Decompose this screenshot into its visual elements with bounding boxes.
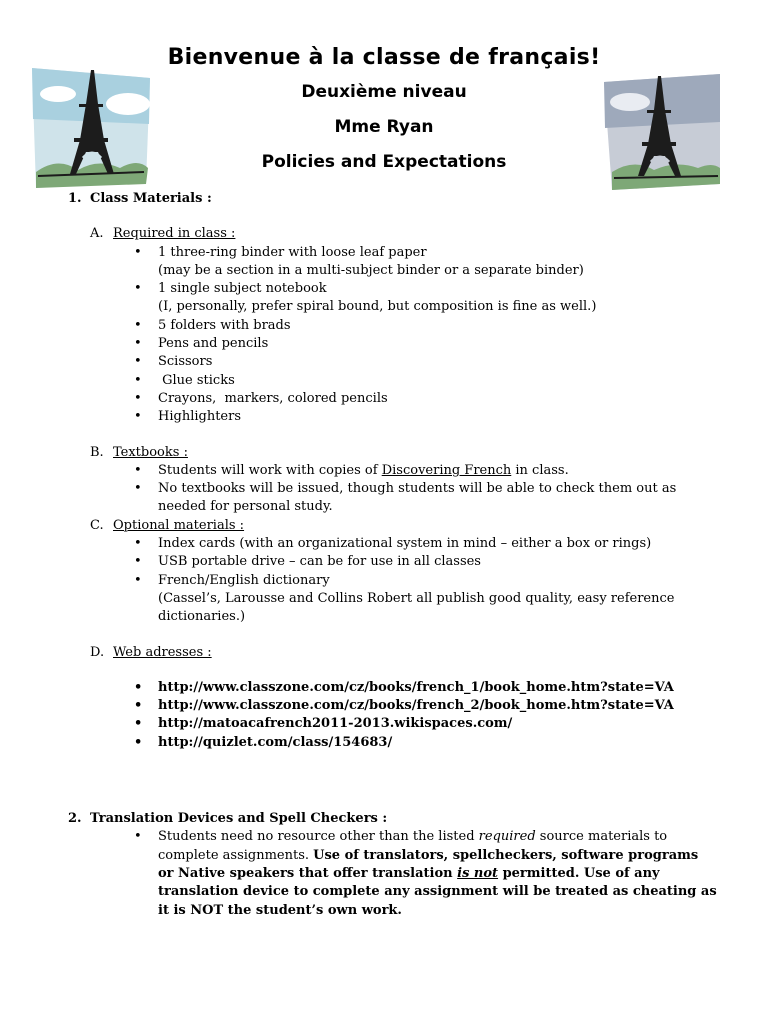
- page-title: Bienvenue à la classe de français!: [167, 45, 601, 70]
- translation-policy-list: [158, 828, 718, 919]
- web-link[interactable]: • http://matoacafrench2011-2013.wikispaces.com/: [158, 715, 718, 733]
- level-heading: Deuxième niveau: [301, 82, 467, 102]
- optional-materials-list: [158, 535, 718, 626]
- list-item: • Pens and pencils: [158, 335, 718, 353]
- subsection-letter: A.: [90, 226, 104, 242]
- title-block: [160, 40, 608, 180]
- section-translation-devices: [0, 810, 768, 828]
- subsection-letter: D.: [90, 644, 105, 660]
- list-item: • French/English dictionary (Cassel’s, Larousse and Collins Robert all publish good quality, easy reference dictionaries.): [158, 572, 718, 627]
- policy-paragraph: • Students need no resource other than the listed required source materials to complete assignments. Use of translators, spellcheckers, software programs or Native speakers that offer translation is not permitted. Use of any translation device to complete any assignment will be treated as cheating as it is NOT the student’s own work.: [158, 828, 718, 919]
- textbooks-list: [158, 462, 718, 517]
- list-item: • Glue sticks: [158, 372, 718, 390]
- subsection-title: Web adresses :: [113, 644, 212, 660]
- list-item: • Students will work with copies of Discovering French in class.: [158, 462, 718, 480]
- document-body: [0, 190, 768, 920]
- section-title: Translation Devices and Spell Checkers :: [90, 811, 388, 827]
- list-item: • Crayons, markers, colored pencils: [158, 390, 718, 408]
- required-materials-list: [158, 244, 718, 427]
- subsection-letter: B.: [90, 444, 104, 460]
- list-item: • Highlighters: [158, 408, 718, 426]
- list-item: • Scissors: [158, 353, 718, 371]
- section-number: 2.: [68, 811, 82, 827]
- textbook-title: Discovering French: [381, 462, 512, 478]
- subsection-textbooks: [0, 444, 768, 462]
- subsection-web-addresses: [0, 644, 768, 662]
- subsection-title: Required in class :: [113, 226, 236, 242]
- list-item: • 1 single subject notebook (I, personally, prefer spiral bound, but composition is fine as well.): [158, 280, 718, 317]
- section-title: Class Materials :: [90, 191, 212, 206]
- web-link[interactable]: • http://www.classzone.com/cz/books/french_1/book_home.htm?state=VA: [158, 679, 718, 697]
- subsection-letter: C.: [90, 517, 104, 533]
- subsection-title: Textbooks :: [113, 444, 188, 460]
- list-item: • USB portable drive – can be for use in all classes: [158, 553, 718, 571]
- subsection-title: Optional materials :: [113, 517, 245, 533]
- eiffel-tower-clipart-left: [28, 64, 154, 192]
- section-class-materials: [0, 190, 768, 208]
- web-link[interactable]: • http://quizlet.com/class/154683/: [158, 734, 718, 752]
- subsection-required: [0, 225, 768, 243]
- list-item: • Index cards (with an organizational system in mind – either a box or rings): [158, 535, 718, 553]
- list-item: • No textbooks will be issued, though students will be able to check them out as needed for personal study.: [158, 480, 718, 517]
- section-number: 1.: [68, 191, 82, 206]
- document-header: [0, 0, 768, 190]
- list-item: • 5 folders with brads: [158, 317, 718, 335]
- list-item: • 1 three-ring binder with loose leaf paper (may be a section in a multi-subject binder or a separate binder): [158, 244, 718, 281]
- subsection-optional: [0, 517, 768, 535]
- teacher-name: Mme Ryan: [334, 117, 434, 137]
- eiffel-tower-clipart-right: [602, 72, 722, 192]
- web-address-list: [158, 679, 718, 752]
- policies-heading: Policies and Expectations: [261, 152, 507, 172]
- web-link[interactable]: • http://www.classzone.com/cz/books/french_2/book_home.htm?state=VA: [158, 697, 718, 715]
